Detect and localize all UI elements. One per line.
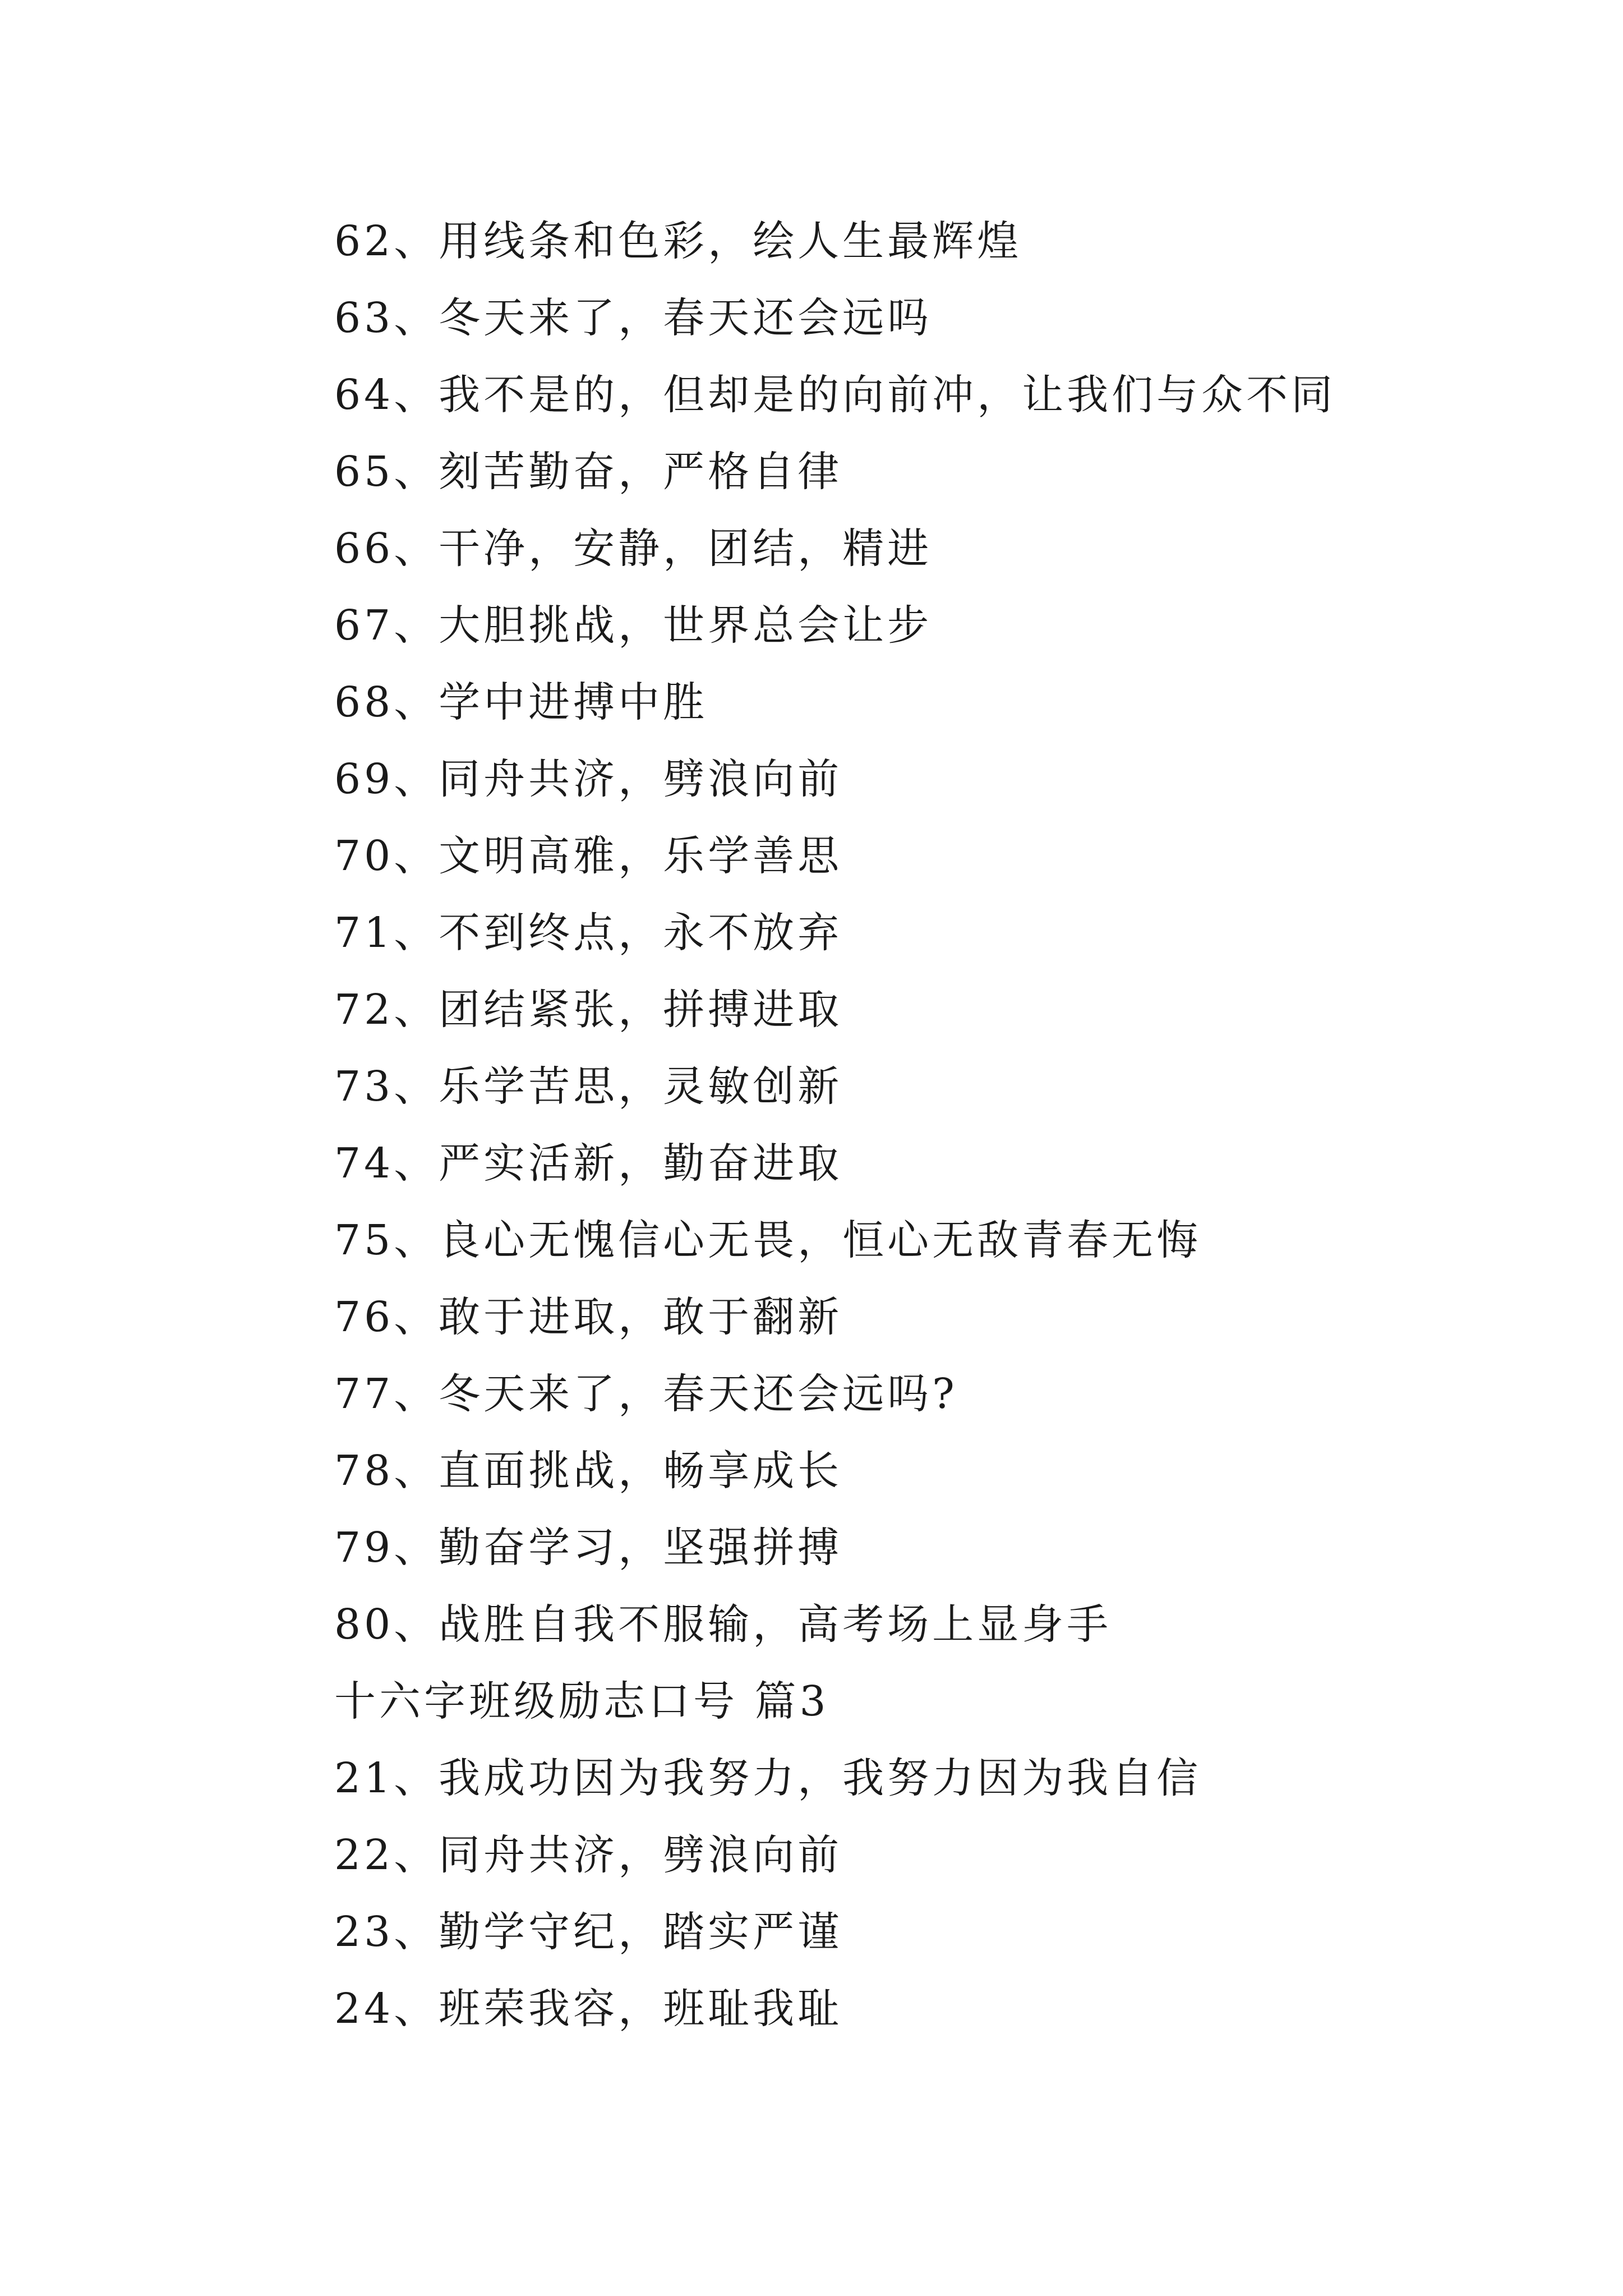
slogan-line: 77、冬天来了，春天还会远吗? <box>334 1370 958 1418</box>
slogan-line: 22、同舟共济，劈浪向前 <box>334 1831 843 1879</box>
slogan-line: 70、文明高雅，乐学善思 <box>334 832 843 880</box>
slogan-line: 69、同舟共济，劈浪向前 <box>334 755 843 803</box>
slogan-line: 67、大胆挑战，世界总会让步 <box>334 601 933 650</box>
slogan-line: 24、班荣我容，班耻我耻 <box>334 1985 843 2033</box>
slogan-line: 68、学中进搏中胜 <box>334 678 708 726</box>
document-body <box>334 203 1512 2047</box>
slogan-line: 62、用线条和色彩，绘人生最辉煌 <box>334 217 1022 265</box>
slogan-line: 79、勤奋学习，坚强拼搏 <box>334 1524 843 1572</box>
slogan-line: 71、不到终点，永不放弃 <box>334 909 843 957</box>
slogan-line: 74、严实活新，勤奋进取 <box>334 1139 843 1188</box>
slogan-line: 65、刻苦勤奋，严格自律 <box>334 448 843 496</box>
slogan-line: 64、我不是的，但却是的向前冲，让我们与众不同 <box>334 371 1336 419</box>
slogan-line: 78、直面挑战，畅享成长 <box>334 1447 843 1495</box>
slogan-line: 75、良心无愧信心无畏，恒心无敌青春无悔 <box>334 1216 1202 1264</box>
slogan-line: 76、敢于进取，敢于翻新 <box>334 1293 843 1341</box>
slogan-line: 23、勤学守纪，踏实严谨 <box>334 1908 843 1956</box>
slogan-line: 63、冬天来了，春天还会远吗 <box>334 294 933 342</box>
slogan-line: 72、团结紧张，拼搏进取 <box>334 986 843 1034</box>
slogan-line: 66、干净，安静，团结，精进 <box>334 524 933 573</box>
slogan-line: 73、乐学苦思，灵敏创新 <box>334 1062 843 1111</box>
slogan-line: 80、战胜自我不服输，高考场上显身手 <box>334 1600 1112 1649</box>
section-heading: 十六字班级励志口号 篇3 <box>334 1677 829 1726</box>
slogan-line: 21、我成功因为我努力，我努力因为我自信 <box>334 1754 1202 1802</box>
